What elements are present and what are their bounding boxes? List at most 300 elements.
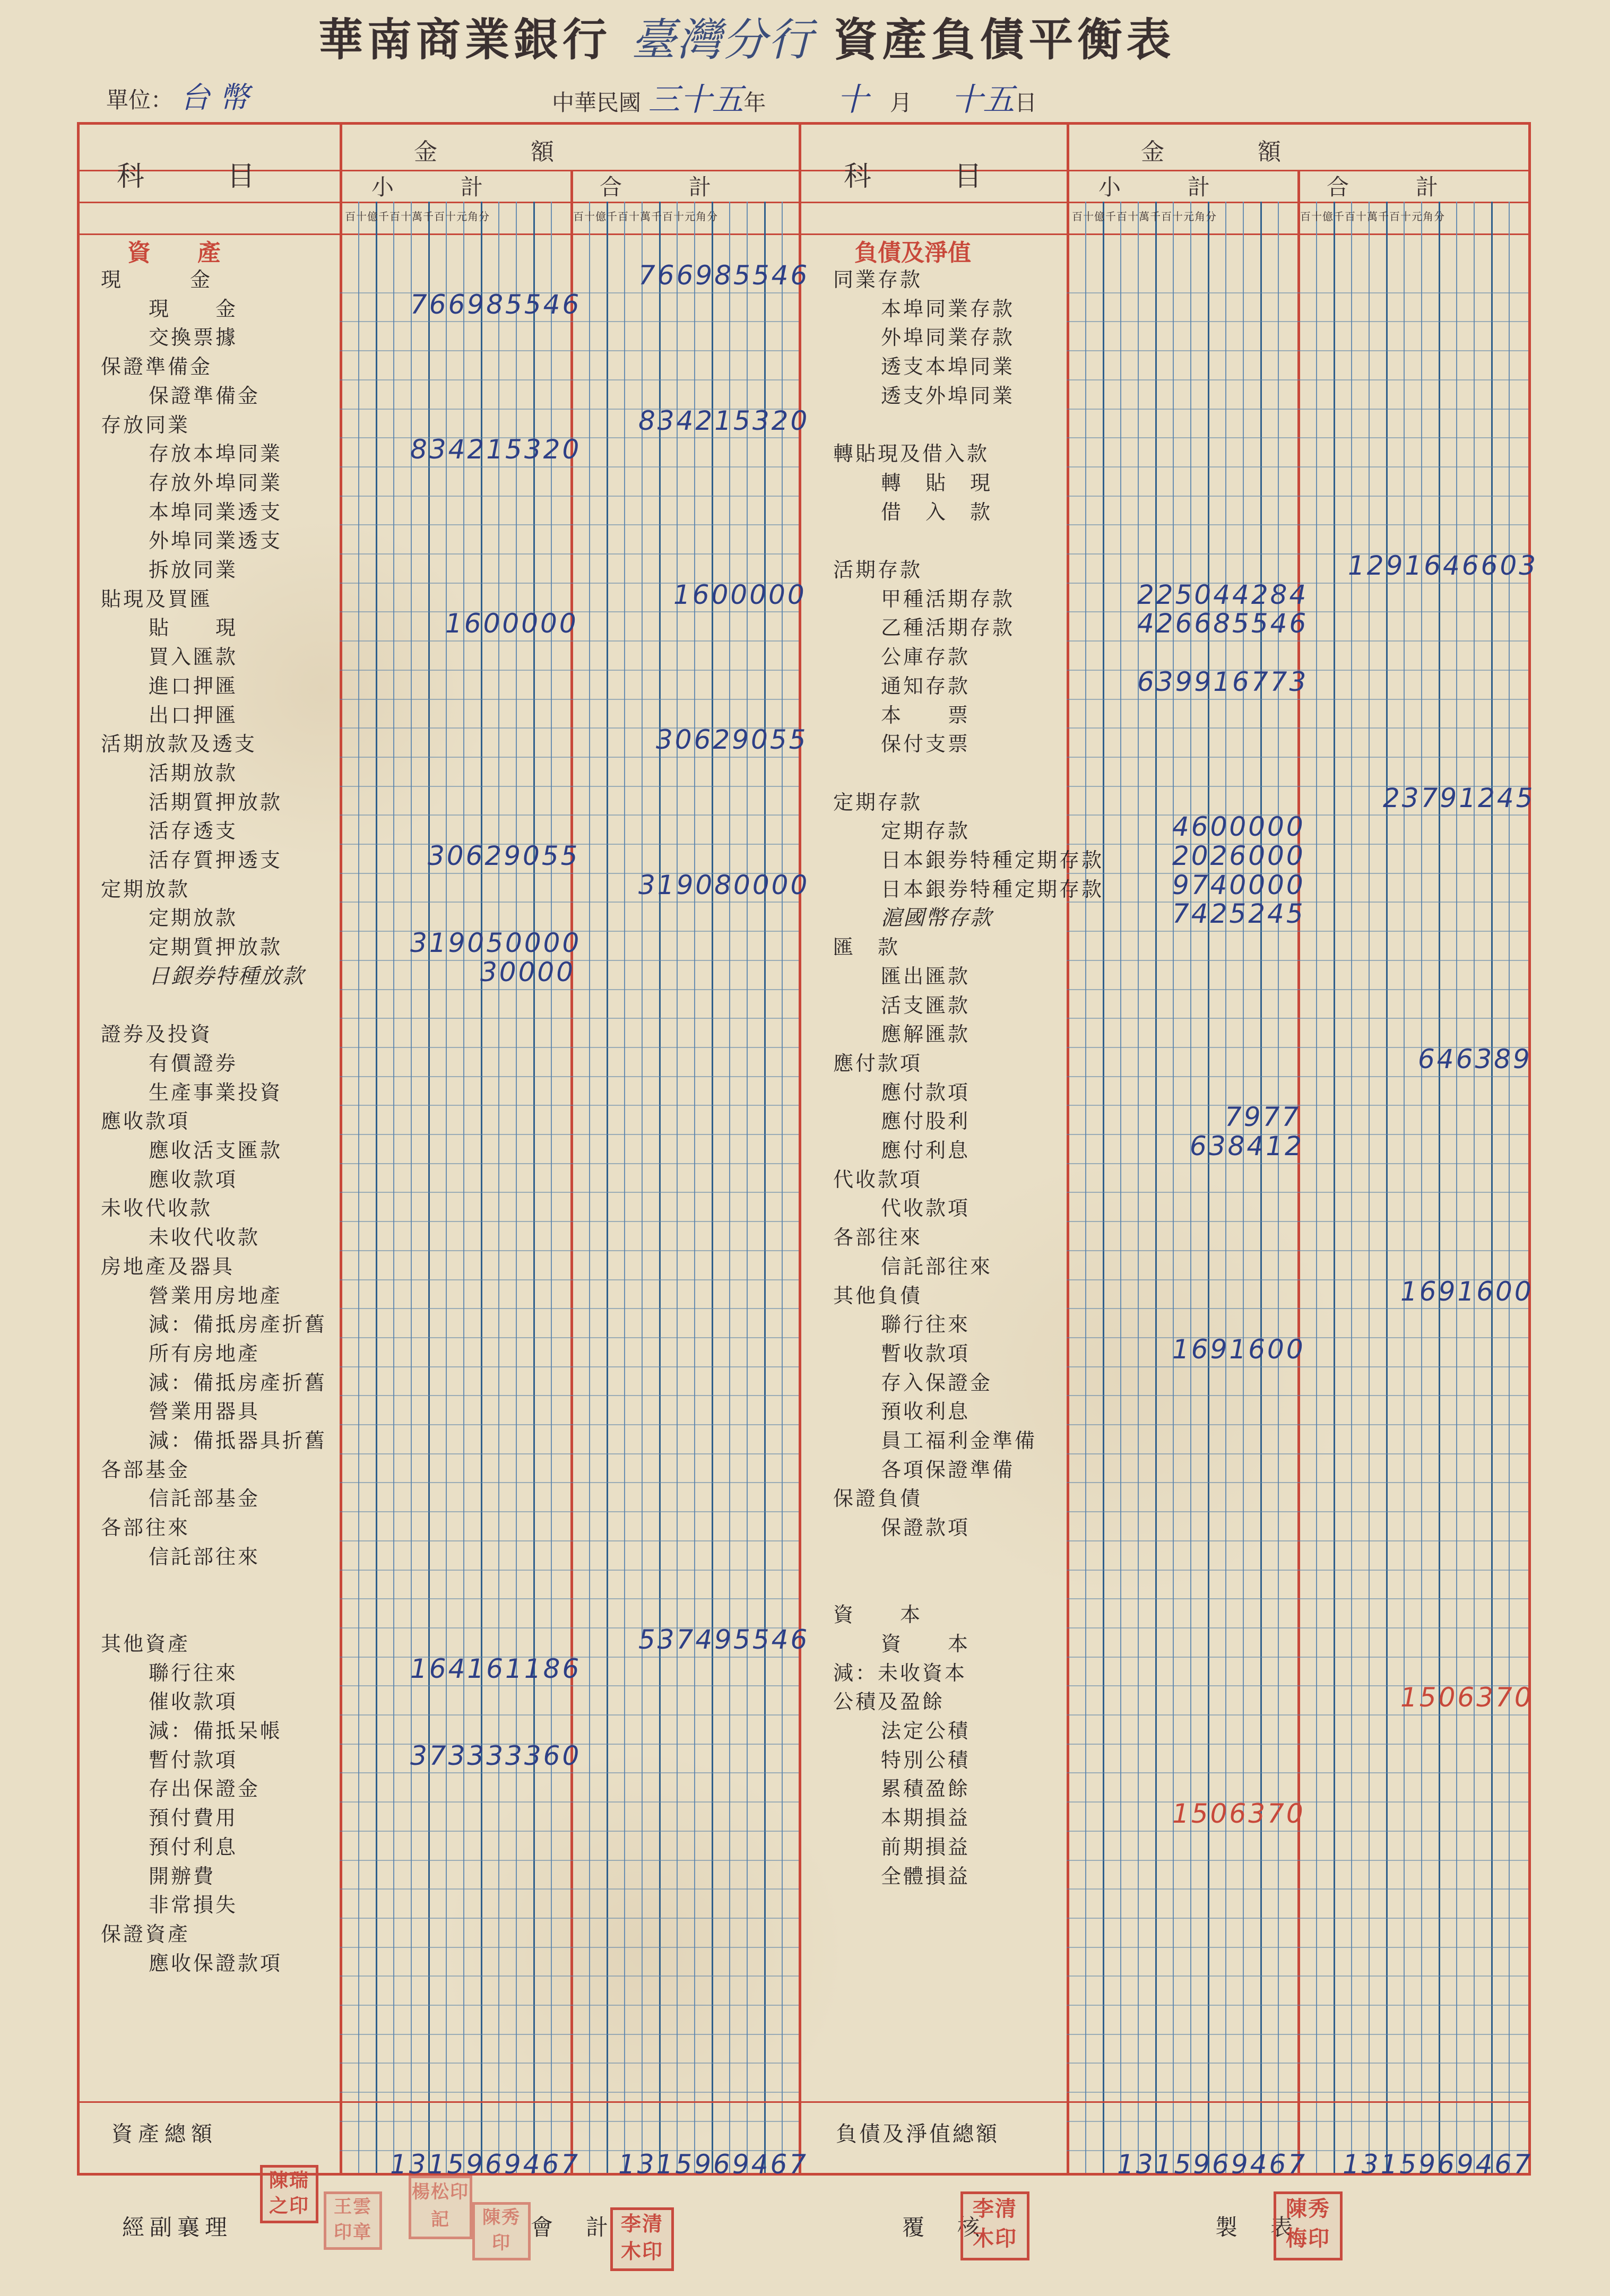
- header-rule-1: [77, 170, 1528, 171]
- liability-subtotal-amount: 9740000: [1172, 869, 1305, 900]
- liability-item: 聯行往來: [881, 1313, 971, 1337]
- manager-seal-2: 王雲印章: [324, 2191, 382, 2250]
- asset-item: 催收款項: [149, 1690, 238, 1714]
- asset-item: 活期質押放款: [149, 790, 283, 814]
- right-row-rule: [1067, 1947, 1528, 1948]
- left-row-rule: [340, 321, 799, 322]
- footer-manager: 經副襄理: [122, 2214, 233, 2240]
- asset-item: 各部基金: [101, 1458, 191, 1481]
- liability-item: 本期損益: [881, 1806, 971, 1830]
- asset-subtotal-amount: 1600000: [445, 608, 578, 639]
- liability-item: 預收利息: [881, 1400, 971, 1424]
- right-amount-divider: [1067, 122, 1069, 2173]
- right-row-rule: [1067, 292, 1528, 293]
- liability-item: 通知存款: [881, 674, 971, 698]
- left-row-rule: [340, 350, 799, 351]
- asset-item: 存放外埠同業: [149, 471, 283, 495]
- asset-item: 預付利息: [149, 1835, 238, 1859]
- faint-seal-2: 陳秀印: [472, 2202, 531, 2260]
- title-statement: 資產負債平衡表: [833, 13, 1175, 63]
- left-row-rule: [340, 1714, 799, 1715]
- liability-item: 外埠同業存款: [881, 326, 1015, 350]
- left-row-rule: [340, 1134, 799, 1135]
- left-subtotal-header: 小 計: [371, 174, 483, 200]
- assets-heading: 資 產: [127, 239, 221, 266]
- left-row-rule: [340, 524, 799, 525]
- date-prefix: 中華民國: [552, 90, 642, 116]
- date-line: [552, 74, 1037, 120]
- right-subtotal-digit-places: 百十億千百十萬千百十元角分: [1072, 210, 1217, 223]
- left-row-rule: [340, 1366, 799, 1367]
- left-row-rule: [340, 1308, 799, 1309]
- liability-item: 甲種活期存款: [881, 587, 1015, 611]
- right-row-rule: [1067, 1163, 1528, 1164]
- liability-subtotal-amount: 7977: [1225, 1102, 1301, 1133]
- right-sub-digit-line-10: [1243, 202, 1244, 2173]
- right-row-rule: [1067, 2063, 1528, 2064]
- asset-item: 生產事業投資: [149, 1080, 283, 1104]
- asset-item: 未收代收款: [149, 1226, 261, 1250]
- liability-item: 轉 貼 現: [881, 471, 993, 495]
- left-tot-digit-line-11: [764, 202, 766, 2173]
- right-tot-digit-line-10: [1474, 202, 1475, 2173]
- right-row-rule: [1067, 1018, 1528, 1019]
- right-row-rule: [1067, 1570, 1528, 1571]
- right-tot-digit-line-2: [1334, 202, 1335, 2173]
- asset-item: 暫付款項: [149, 1748, 238, 1772]
- liability-item: 信託部往來: [881, 1254, 993, 1278]
- left-row-rule: [340, 1424, 799, 1425]
- asset-item: 現 金: [101, 268, 213, 291]
- right-sub-digit-line-5: [1155, 202, 1157, 2173]
- left-tot-digit-line-4: [642, 202, 643, 2173]
- right-row-rule: [1067, 757, 1528, 758]
- asset-item: 保證準備金: [149, 384, 261, 408]
- asset-item: 存放同業: [101, 413, 191, 437]
- asset-item: 其他資產: [101, 1632, 191, 1656]
- right-row-rule: [1067, 1453, 1528, 1454]
- liability-item: 透支外埠同業: [881, 384, 1015, 408]
- left-tot-digit-line-12: [782, 202, 783, 2173]
- left-row-rule: [340, 1860, 799, 1861]
- right-row-rule: [1067, 699, 1528, 700]
- liability-item: 應付利息: [881, 1139, 971, 1162]
- right-row-rule: [1067, 1627, 1528, 1628]
- date-day: 十五: [951, 81, 1015, 118]
- right-tot-digit-line-11: [1491, 202, 1493, 2173]
- right-row-rule: [1067, 1366, 1528, 1367]
- right-tot-digit-line-4: [1369, 202, 1370, 2173]
- asset-item: 減：備抵房產折舊: [149, 1313, 327, 1337]
- liability-subtotal-amount: 7425245: [1172, 898, 1305, 930]
- liability-subtotal-amount: 638412: [1190, 1131, 1304, 1162]
- liability-item: 公庫存款: [881, 645, 971, 669]
- left-sub-digit-line-10: [516, 202, 517, 2173]
- right-tot-digit-line-7: [1421, 202, 1422, 2173]
- right-subject-header: 科 目: [844, 161, 982, 193]
- header-rule-3: [77, 233, 1528, 235]
- asset-item: 存出保證金: [149, 1777, 261, 1801]
- liability-item: 特別公積: [881, 1748, 971, 1772]
- right-row-rule: [1067, 1540, 1528, 1541]
- header-rule-2: [77, 202, 1528, 203]
- liability-subtotal-amount: 1506370: [1172, 1798, 1305, 1830]
- left-row-rule: [340, 2034, 799, 2035]
- liability-item: 應付款項: [833, 1051, 923, 1075]
- left-row-rule: [340, 1918, 799, 1919]
- left-sub-digit-line-8: [481, 202, 482, 2173]
- left-row-rule: [340, 1076, 799, 1077]
- liability-item: 應解匯款: [881, 1023, 971, 1046]
- liability-item: 前期損益: [881, 1835, 971, 1859]
- liability-item: 乙種活期存款: [881, 616, 1015, 640]
- right-row-rule: [1067, 350, 1528, 351]
- asset-item: 減：備抵房產折舊: [149, 1371, 327, 1394]
- liability-item: 員工福利金準備: [881, 1429, 1037, 1452]
- right-row-rule: [1067, 960, 1528, 961]
- liability-item: 日本銀券特種定期存款: [881, 877, 1104, 901]
- asset-item: 各部往來: [101, 1516, 191, 1540]
- liability-total-amount: 1506370: [1400, 1682, 1534, 1713]
- right-row-rule: [1067, 1657, 1528, 1658]
- liability-subtotal-amount: 639916773: [1137, 666, 1309, 697]
- right-row-rule: [1067, 1888, 1528, 1890]
- right-row-rule: [1067, 640, 1528, 642]
- left-row-rule: [340, 2121, 799, 2122]
- right-row-rule: [1067, 1860, 1528, 1861]
- left-sub-digit-line-12: [551, 202, 552, 2173]
- right-row-rule: [1067, 2005, 1528, 2006]
- liability-item: 存入保證金: [881, 1371, 993, 1394]
- right-sub-digit-line-2: [1103, 202, 1104, 2173]
- right-sub-digit-line-9: [1225, 202, 1226, 2173]
- left-sub-digit-line-1: [358, 202, 359, 2173]
- right-row-rule: [1067, 989, 1528, 990]
- grand-total-right-total: 1315969467: [1343, 2149, 1533, 2180]
- left-subtotal-digit-places: 百十億千百十萬千百十元角分: [345, 210, 490, 223]
- asset-item: 定期放款: [149, 906, 238, 930]
- liability-item: 暫收款項: [881, 1341, 971, 1365]
- asset-item: 信託部基金: [149, 1487, 261, 1511]
- left-tot-digit-line-3: [624, 202, 625, 2173]
- left-tot-digit-line-10: [747, 202, 748, 2173]
- asset-item: 應收款項: [149, 1167, 238, 1191]
- left-row-rule: [340, 786, 799, 787]
- asset-item: 預付費用: [149, 1806, 238, 1830]
- asset-item: 減：備抵器具折舊: [149, 1429, 327, 1452]
- left-row-rule: [340, 1947, 799, 1948]
- liability-item: 匯出匯款: [881, 964, 971, 988]
- asset-subtotal-amount: 164161186: [410, 1653, 582, 1684]
- liability-item: 資 本: [833, 1603, 923, 1627]
- asset-item: 買入匯款: [149, 645, 238, 669]
- right-total-digit-places: 百十億千百十萬千百十元角分: [1300, 210, 1445, 223]
- unit-line: [106, 74, 249, 117]
- liability-item: 活支匯款: [881, 993, 971, 1017]
- left-row-rule: [340, 1047, 799, 1048]
- left-sub-digit-line-2: [376, 202, 377, 2173]
- liability-item: 活期存款: [833, 558, 923, 582]
- liability-item: 法定公積: [881, 1719, 971, 1743]
- left-row-rule: [340, 1453, 799, 1454]
- right-row-rule: [1067, 496, 1528, 497]
- liability-total-amount: 23791245: [1383, 782, 1535, 813]
- liability-item: 本埠同業存款: [881, 297, 1015, 320]
- liability-subtotal-amount: 1691600: [1172, 1333, 1305, 1365]
- left-sub-digit-line-4: [411, 202, 412, 2173]
- right-tot-digit-line-6: [1404, 202, 1405, 2173]
- right-sub-digit-line-3: [1120, 202, 1121, 2173]
- left-tot-digit-line-2: [607, 202, 608, 2173]
- left-row-rule: [340, 466, 799, 467]
- asset-total-amount: 766985546: [638, 260, 810, 291]
- liability-item: 轉貼現及借入款: [833, 442, 990, 466]
- left-row-rule: [340, 670, 799, 671]
- left-tot-digit-line-8: [712, 202, 713, 2173]
- asset-item: 活存質押透支: [149, 848, 283, 872]
- asset-item: 應收保證款項: [149, 1951, 283, 1975]
- right-row-rule: [1067, 1598, 1528, 1599]
- right-row-rule: [1067, 1221, 1528, 1222]
- liability-item: 資 本: [881, 1632, 971, 1656]
- asset-item: 應收款項: [101, 1110, 191, 1133]
- left-row-rule: [340, 1801, 799, 1803]
- manager-seal: 陳瑞之印: [260, 2165, 318, 2223]
- liability-item: 公積及盈餘: [833, 1690, 945, 1714]
- left-sub-digit-line-6: [446, 202, 447, 2173]
- right-sub-digit-line-8: [1208, 202, 1209, 2173]
- right-row-rule: [1067, 2092, 1528, 2093]
- asset-item: 應收活支匯款: [149, 1139, 283, 1162]
- page-title: [318, 4, 1327, 63]
- liability-item: 應付股利: [881, 1110, 971, 1133]
- left-row-rule: [340, 496, 799, 497]
- left-total-header: 合 計: [600, 174, 712, 200]
- left-tot-digit-line-7: [694, 202, 695, 2173]
- asset-item: 進口押匯: [149, 674, 238, 698]
- right-row-rule: [1067, 1308, 1528, 1309]
- left-row-rule: [340, 1105, 799, 1106]
- left-row-rule: [340, 2063, 799, 2064]
- left-row-rule: [340, 1018, 799, 1019]
- asset-total-amount: 834215320: [638, 405, 810, 436]
- right-sub-digit-line-12: [1278, 202, 1279, 2173]
- unit-value: 台 幣: [180, 81, 249, 115]
- liability-item: 保證款項: [881, 1516, 971, 1540]
- liability-item: 各部往來: [833, 1226, 923, 1250]
- right-tot-digit-line-5: [1386, 202, 1388, 2173]
- asset-total-amount: 1600000: [673, 579, 807, 610]
- asset-item: 定期放款: [101, 877, 191, 901]
- asset-total-amount: 537495546: [638, 1624, 810, 1655]
- left-tot-digit-line-9: [729, 202, 730, 2173]
- left-subject-header: 科 目: [117, 161, 255, 193]
- right-sub-digit-line-1: [1085, 202, 1086, 2173]
- title-branch-handwritten: 臺灣分行: [631, 14, 814, 63]
- right-row-rule: [1067, 2034, 1528, 2035]
- liability-item: 借 入 款: [881, 500, 993, 524]
- asset-item: 外埠同業透支: [149, 529, 283, 553]
- right-row-rule: [1067, 1918, 1528, 1919]
- right-sub-digit-line-4: [1138, 202, 1139, 2173]
- liability-item: 累積盈餘: [881, 1777, 971, 1801]
- asset-item: 現 金: [149, 297, 238, 320]
- right-row-rule: [1067, 727, 1528, 729]
- liability-item: 各項保證準備: [881, 1458, 1015, 1481]
- liability-subtotal-amount: 225044284: [1137, 579, 1309, 610]
- day-suffix: 日: [1015, 90, 1037, 116]
- right-row-rule: [1067, 1395, 1528, 1396]
- asset-item: 定期質押放款: [149, 935, 283, 959]
- faint-seal-1: 楊松印記: [409, 2176, 472, 2239]
- left-row-rule: [340, 902, 799, 903]
- liability-subtotal-amount: 426685546: [1137, 608, 1309, 639]
- right-row-rule: [1067, 1482, 1528, 1483]
- left-row-rule: [340, 2005, 799, 2006]
- asset-subtotal-amount: 373333360: [410, 1740, 582, 1771]
- left-total-divider: [570, 170, 573, 2173]
- right-row-rule: [1067, 1714, 1528, 1715]
- asset-subtotal-amount: 30629055: [428, 841, 580, 871]
- year-suffix: 年: [743, 90, 766, 116]
- asset-subtotal-amount: 319050000: [410, 928, 582, 959]
- right-tot-digit-line-3: [1351, 202, 1352, 2173]
- left-row-rule: [340, 553, 799, 554]
- left-amount-header: 金 額: [414, 138, 554, 166]
- asset-item: 貼 現: [149, 616, 238, 640]
- right-subtotal-header: 小 計: [1098, 174, 1210, 200]
- left-row-rule: [340, 1831, 799, 1832]
- month-suffix: 月: [889, 90, 912, 116]
- left-total-digit-places: 百十億千百十萬千百十元角分: [573, 210, 718, 223]
- right-amount-header: 金 額: [1141, 138, 1281, 166]
- right-tot-digit-line-1: [1316, 202, 1317, 2173]
- liability-total-amount: 1691600: [1400, 1276, 1534, 1307]
- right-row-rule: [1067, 1772, 1528, 1773]
- left-sub-digit-line-9: [498, 202, 499, 2173]
- liability-total-amount: 646389: [1418, 1043, 1532, 1075]
- left-tot-digit-line-5: [659, 202, 661, 2173]
- liability-item: 保證負債: [833, 1487, 923, 1511]
- left-row-rule: [340, 1540, 799, 1541]
- asset-item: 有價證券: [149, 1051, 238, 1075]
- right-row-rule: [1067, 1192, 1528, 1193]
- asset-item: 本埠同業透支: [149, 500, 283, 524]
- right-row-rule: [1067, 1511, 1528, 1512]
- liability-item: 透支本埠同業: [881, 355, 1015, 379]
- liability-item: 定期存款: [833, 790, 923, 814]
- left-row-rule: [340, 1685, 799, 1686]
- asset-item: 所有房地產: [149, 1341, 261, 1365]
- left-row-rule: [340, 1163, 799, 1164]
- grand-total-left-total: 1315969467: [618, 2149, 809, 2180]
- liability-item: 日本銀券特種定期存款: [881, 848, 1104, 872]
- asset-item: 貼現及買匯: [101, 587, 213, 611]
- left-amount-divider: [340, 122, 342, 2173]
- asset-total-amount: 30629055: [656, 724, 808, 756]
- right-row-rule: [1067, 1744, 1528, 1745]
- left-row-rule: [340, 1337, 799, 1338]
- footer-accountant: 會 計: [531, 2214, 614, 2240]
- left-row-rule: [340, 1570, 799, 1571]
- right-row-rule: [1067, 1976, 1528, 1977]
- right-sub-digit-line-6: [1173, 202, 1174, 2173]
- liability-item: 保付支票: [881, 732, 971, 756]
- preparer-seal: 陳秀梅印: [1274, 2191, 1343, 2260]
- asset-subtotal-amount: 30000: [480, 956, 576, 987]
- total-rule: [77, 2101, 1528, 2103]
- left-tot-digit-line-6: [677, 202, 678, 2173]
- left-row-rule: [340, 1888, 799, 1890]
- grand-total-right-subtotal: 1315969467: [1117, 2149, 1308, 2180]
- liability-item: 同業存款: [833, 268, 923, 291]
- asset-item: 減：備抵呆帳: [149, 1719, 283, 1743]
- accountant-seal: 李清木印: [610, 2207, 674, 2271]
- right-row-rule: [1067, 466, 1528, 467]
- asset-item: 證券及投資: [101, 1023, 213, 1046]
- right-tot-digit-line-8: [1439, 202, 1440, 2173]
- asset-item: 聯行往來: [149, 1661, 238, 1685]
- right-tot-digit-line-9: [1456, 202, 1457, 2173]
- left-row-rule: [340, 1482, 799, 1483]
- right-row-rule: [1067, 1076, 1528, 1077]
- left-row-rule: [340, 640, 799, 642]
- left-sub-digit-line-7: [463, 202, 464, 2173]
- asset-item: 存放本埠同業: [149, 442, 283, 466]
- right-sub-digit-line-7: [1190, 202, 1191, 2173]
- liability-item: 應付款項: [881, 1080, 971, 1104]
- right-row-rule: [1067, 1250, 1528, 1251]
- assets-total-label: 資產總額: [111, 2122, 218, 2146]
- reviewer-seal: 李清木印: [960, 2191, 1029, 2260]
- asset-item: 活存透支: [149, 819, 238, 843]
- right-total-divider: [1297, 170, 1300, 2173]
- left-row-rule: [340, 757, 799, 758]
- left-row-rule: [340, 815, 799, 816]
- asset-item: 信託部往來: [149, 1545, 261, 1569]
- left-row-rule: [340, 1395, 799, 1396]
- asset-item: 開辦費: [149, 1864, 216, 1888]
- left-row-rule: [340, 1976, 799, 1977]
- left-row-rule: [340, 1279, 799, 1280]
- unit-label: 單位：: [106, 87, 174, 113]
- right-row-rule: [1067, 437, 1528, 438]
- liability-total-amount: 1291646603: [1348, 550, 1538, 581]
- left-sub-digit-line-5: [428, 202, 430, 2173]
- liabilities-heading: 負債及淨值: [854, 239, 971, 266]
- liability-subtotal-amount: 4600000: [1172, 811, 1305, 843]
- left-row-rule: [340, 1598, 799, 1599]
- asset-item: 出口押匯: [149, 703, 238, 727]
- liability-item: 減：未收資本: [833, 1661, 967, 1685]
- asset-item: 房地產及器具: [101, 1254, 235, 1278]
- left-row-rule: [340, 989, 799, 990]
- asset-total-amount: 319080000: [638, 869, 810, 900]
- asset-item: 營業用房地產: [149, 1284, 283, 1307]
- left-row-rule: [340, 1192, 799, 1193]
- liability-item: 代收款項: [881, 1197, 971, 1220]
- asset-item: 未收代收款: [101, 1197, 213, 1220]
- asset-subtotal-amount: 766985546: [410, 289, 582, 320]
- right-row-rule: [1067, 1831, 1528, 1832]
- grand-total-left-subtotal: 1315969467: [390, 2149, 581, 2180]
- right-row-rule: [1067, 1424, 1528, 1425]
- asset-item: 保證準備金: [101, 355, 213, 379]
- right-total-header: 合 計: [1327, 174, 1439, 200]
- liability-item: 代收款項: [833, 1167, 923, 1191]
- title-bank: 華南商業銀行: [318, 13, 612, 63]
- left-row-rule: [340, 1250, 799, 1251]
